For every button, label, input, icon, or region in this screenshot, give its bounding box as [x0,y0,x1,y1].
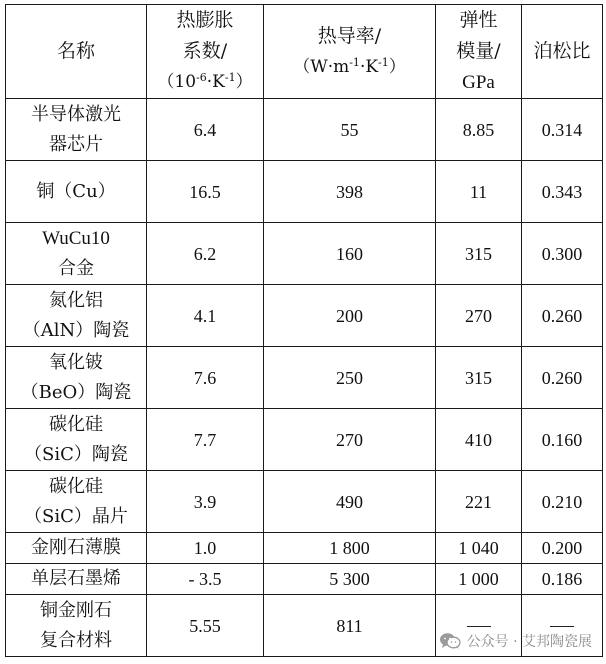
row-thermal-conductivity: 270 [264,409,436,471]
header-row [6,5,603,99]
row-poisson-ratio: 0.314 [522,99,603,161]
watermark-text: 公众号 · 艾邦陶瓷展 [466,634,592,650]
header-thermal-conductivity: 热导率/ $(W\cdot m^{-1}\cdot K^{-1})$ [264,5,436,99]
wechat-icon [439,632,461,650]
table-row [6,285,603,347]
row-poisson-ratio: 0.186 [522,564,603,595]
row-elastic-modulus: 8.85 [436,99,522,161]
table-row [6,223,603,285]
row-name: 碳化硅 （SiC）陶瓷 [6,409,147,471]
row-poisson-ratio: 0.210 [522,471,603,533]
header-elastic-modulus: 弹性 模量/ GPa [436,5,522,99]
row-cte: 1.0 [147,533,264,564]
row-cte: 7.7 [147,409,264,471]
row-name: 碳化硅 （SiC）晶片 [6,471,147,533]
table-row [6,99,603,161]
row-name: WuCu10 合金 [6,223,147,285]
row-thermal-conductivity: 55 [264,99,436,161]
row-cte: 5.55 [147,595,264,657]
row-cte: 7.6 [147,347,264,409]
table-row [6,161,603,223]
row-thermal-conductivity: 5 300 [264,564,436,595]
row-poisson-ratio: 0.260 [522,285,603,347]
row-poisson-ratio: 0.200 [522,533,603,564]
row-elastic-modulus: 1 040 [436,533,522,564]
table-row [6,471,603,533]
header-name: 名称 [6,5,147,99]
row-name: 铜金刚石 复合材料 [6,595,147,657]
row-name: 铜（Cu） [6,161,147,223]
table-row [6,347,603,409]
row-thermal-conductivity: 490 [264,471,436,533]
table-row [6,409,603,471]
row-name: 氧化铍 （BeO）陶瓷 [6,347,147,409]
row-thermal-conductivity: 398 [264,161,436,223]
row-elastic-modulus: 315 [436,223,522,285]
row-cte: 6.4 [147,99,264,161]
row-name: 金刚石薄膜 [6,533,147,564]
row-thermal-conductivity: 160 [264,223,436,285]
row-poisson-ratio: 0.160 [522,409,603,471]
row-cte: 3.9 [147,471,264,533]
row-elastic-modulus: 410 [436,409,522,471]
row-cte: 6.2 [147,223,264,285]
row-thermal-conductivity: 200 [264,285,436,347]
row-cte: 16.5 [147,161,264,223]
row-cte: - 3.5 [147,564,264,595]
row-thermal-conductivity: 250 [264,347,436,409]
row-name: 半导体激光 器芯片 [6,99,147,161]
table-row [6,533,603,564]
table-row [6,564,603,595]
row-elastic-modulus: 315 [436,347,522,409]
row-poisson-ratio: 0.260 [522,347,603,409]
row-name: 氮化铝 （AlN）陶瓷 [6,285,147,347]
row-elastic-modulus: 270 [436,285,522,347]
row-elastic-modulus: 1 000 [436,564,522,595]
row-cte: 4.1 [147,285,264,347]
row-thermal-conductivity: 811 [264,595,436,657]
row-poisson-ratio: 0.300 [522,223,603,285]
row-thermal-conductivity: 1 800 [264,533,436,564]
row-elastic-modulus: 11 [436,161,522,223]
watermark [439,631,592,651]
header-poisson-ratio: 泊松比 [522,5,603,99]
material-properties-table [5,4,603,657]
row-poisson-ratio: 0.343 [522,161,603,223]
row-name: 单层石墨烯 [6,564,147,595]
row-elastic-modulus: 221 [436,471,522,533]
header-cte: 热膨胀 系数/ $(10^{-6}\cdot K^{-1})$ [147,5,264,99]
